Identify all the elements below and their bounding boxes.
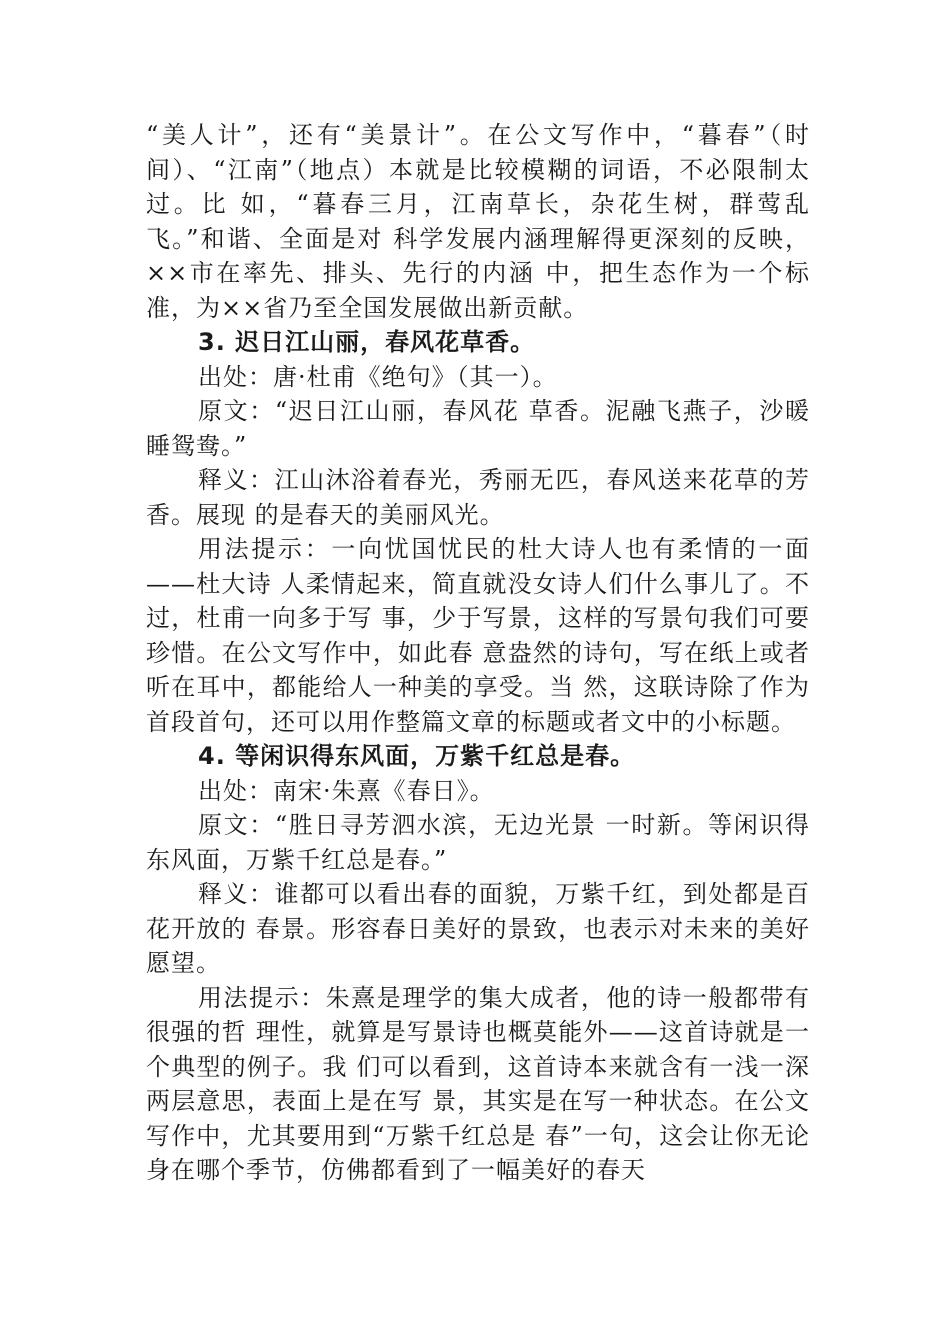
section-heading-3: 3. 迟日江山丽，春风花草香。 [198, 328, 536, 356]
meaning-text: 释义：江山沐浴着春光，秀丽无匹，春风送来花草的芳香。展现 的是春天的美丽风光。 [146, 466, 810, 529]
meaning-text: 释义：谁都可以看出春的面貌，万紫千红，到处都是百花开放的 春景。形容春日美好的景致，也表示对未来的美好愿望。 [146, 880, 810, 977]
original-text: 原文：“迟日江山丽，春风花 草香。泥融飞燕子，沙暖睡鸳鸯。” [146, 397, 810, 460]
paragraph-1: “美人计”，还有“美景计”。在公文写作中，“暮春”（时 间）、“江南”（地点）本就是比较模糊的词语，不必限制太过。比 如，“暮春三月，江南草长，杂花生树，群莺乱飞。”和谐、全面是对 科学发展内涵理解得更深刻的反映，××市在率先、排头、先行的内涵 中，把生态作为一个标准，为××省乃至全国发展做出新贡献。 [146, 121, 810, 322]
usage-tip: 用法提示：一向忧国忧民的杜大诗人也有柔情的一面——杜大诗 人柔情起来，简直就没女诗人们什么事儿了。不过，杜甫一向多于写 事，少于写景，这样的写景句我们可要珍惜。在公文写作中，如此春 意盎然的诗句，写在纸上或者听在耳中，都能给人一种美的享受。当 然，这联诗除了作为首段首句，还可以用作整篇文章的标题或者文中的小标题。 [146, 535, 810, 736]
source-line: 出处：南宋·朱熹《春日》。 [198, 776, 495, 805]
document-body [146, 118, 810, 1188]
section-heading-4: 4. 等闲识得东风面，万紫千红总是春。 [198, 742, 636, 770]
source-line: 出处：唐·杜甫《绝句》（其一）。 [198, 362, 558, 391]
original-text: 原文：“胜日寻芳泗水滨，无边光景 一时新。等闲识得东风面，万紫千红总是春。” [146, 811, 810, 874]
usage-tip: 用法提示：朱熹是理学的集大成者，他的诗一般都带有很强的哲 理性，就算是写景诗也概莫能外——这首诗就是一个典型的例子。我 们可以看到，这首诗本来就含有一浅一深两层意思，表面上是在写 景，其实是在写一种状态。在公文写作中，尤其要用到“万紫千红总是 春”一句，这会让你无论身在哪个季节，仿佛都看到了一幅美好的春天 [146, 983, 810, 1184]
